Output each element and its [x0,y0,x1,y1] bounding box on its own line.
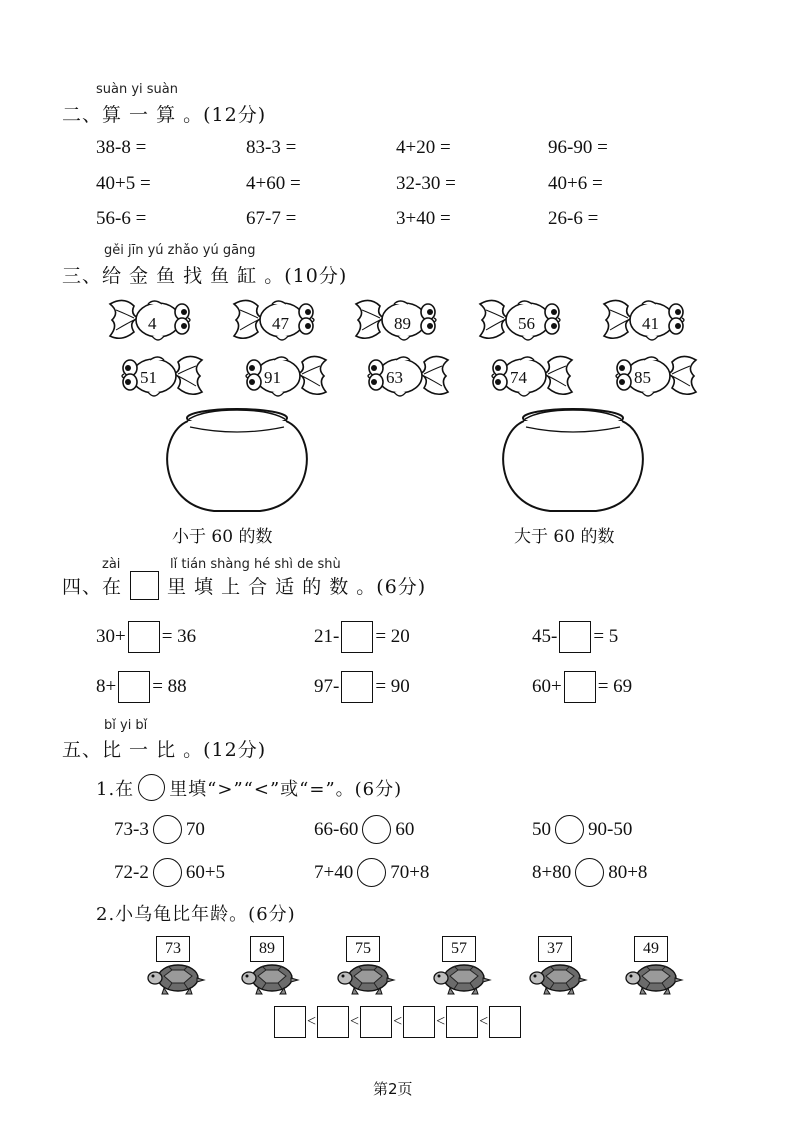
compare-right: 60 [395,818,415,840]
arith-problem: 56-6 = [96,208,147,229]
turtle-age-sign: 57 [442,936,476,962]
turtle-age-sign: 37 [538,936,572,962]
expr-left: 97- [314,676,340,697]
expr-right: = 20 [375,626,410,647]
goldfish-icon[interactable] [236,352,332,404]
answer-box[interactable] [341,621,373,653]
arith-problem: 96-90 = [548,137,608,158]
order-box[interactable] [274,1006,306,1038]
q1-prefix: 1.在 [96,778,135,800]
order-box[interactable] [489,1006,521,1038]
goldfish-icon[interactable] [606,352,702,404]
order-box[interactable] [360,1006,392,1038]
goldfish-number: 47 [272,314,289,333]
section5-pinyin: bǐ yi bǐ [104,718,148,733]
answer-box[interactable] [118,671,150,703]
expr-left: 21- [314,626,340,647]
compare-right: 70+8 [390,861,430,883]
less-than-sign: < [307,1013,317,1030]
turtle-age-sign: 89 [250,936,284,962]
compare-problem [532,815,632,844]
order-box[interactable] [403,1006,435,1038]
expr-left: 30+ [96,626,126,647]
section3-title: 三、给 金 鱼 找 鱼 缸 。(10分) [62,265,348,287]
answer-box[interactable] [341,671,373,703]
arith-problem: 26-6 = [548,208,599,229]
answer-box[interactable] [559,621,591,653]
arith-problem: 32-30 = [396,173,456,194]
arith-problem: 4+20 = [396,137,451,158]
goldfish-icon[interactable] [482,352,578,404]
compare-circle[interactable] [357,858,386,887]
compare-problem [532,858,647,887]
compare-circle[interactable] [575,858,604,887]
arith-problem: 38-8 = [96,137,147,158]
expr-right: = 90 [375,676,410,697]
order-box[interactable] [446,1006,478,1038]
fishbowl-icon [164,405,310,515]
turtle-age-sign: 73 [156,936,190,962]
expr-left: 45- [532,626,558,647]
section3-pinyin: gěi jīn yú zhǎo yú gāng [104,243,256,258]
fishbowl-icon [500,405,646,515]
compare-left: 50 [532,818,551,840]
expr-right: = 36 [161,626,197,647]
section5-q2-title: 2.小乌龟比年龄。(6分) [96,904,296,925]
goldfish-icon[interactable] [112,352,208,404]
arith-problem: 4+60 = [246,173,301,194]
answer-box[interactable] [564,671,596,703]
compare-problem [314,858,429,887]
arith-problem: 67-7 = [246,208,297,229]
less-than-sign: < [393,1013,403,1030]
compare-right: 90-50 [588,818,633,840]
arith-problem: 40+5 = [96,173,151,194]
arith-problem: 83-3 = [246,137,297,158]
goldfish-icon[interactable] [358,352,454,404]
fill-in-problem [314,671,410,703]
goldfish-number: 85 [634,368,651,387]
goldfish-number: 91 [264,368,281,387]
compare-right: 60+5 [185,861,226,883]
fill-in-problem [96,621,196,653]
fishbowl-left [164,405,310,519]
fill-in-problem [532,621,618,653]
fill-in-problem [96,671,187,703]
compare-circle[interactable] [153,815,182,844]
goldfish-number: 4 [148,314,157,333]
goldfish-number: 63 [386,368,403,387]
compare-right: 80+8 [608,861,648,883]
section4-pinyin-a: zài [102,557,121,572]
less-than-sign: < [436,1013,446,1030]
goldfish-number: 74 [510,368,527,387]
compare-left: 73-3 [114,818,149,840]
compare-left: 72-2 [114,861,149,883]
section4-prefix: 四、在 [62,576,123,598]
bowl-left-label: 小于 60 的数 [172,527,273,547]
section2-pinyin: suàn yi suàn [96,82,179,97]
expr-right: = 88 [152,676,187,697]
answer-box[interactable] [128,621,160,653]
compare-left: 66-60 [314,818,359,840]
order-row [274,1006,521,1038]
compare-circle[interactable] [555,815,584,844]
section5-q1-title [96,774,402,801]
goldfish-number: 56 [518,314,535,333]
less-than-sign: < [350,1013,360,1030]
goldfish-number: 41 [642,314,659,333]
section5-title: 五、比 一 比 。(12分) [62,739,267,761]
compare-circle[interactable] [153,858,182,887]
section4-title [62,571,426,600]
page-number: 第2页 [373,1080,413,1098]
goldfish-number: 89 [394,314,411,333]
less-than-sign: < [479,1013,489,1030]
arith-problem: 40+6 = [548,173,603,194]
expr-left: 8+ [96,676,117,697]
turtle-age-sign: 75 [346,936,380,962]
sample-box-icon [130,571,159,600]
fill-in-problem [532,671,632,703]
bowl-right-label: 大于 60 的数 [514,527,615,547]
compare-left: 7+40 [314,861,354,883]
arith-problem: 3+40 = [396,208,451,229]
compare-right: 70 [185,818,205,840]
q1-suffix: 里填“>”“<”或“=”。(6分) [169,778,403,800]
expr-right: = 69 [597,676,633,697]
order-box[interactable] [317,1006,349,1038]
sample-circle-icon [138,774,165,801]
expr-right: = 5 [593,626,619,647]
compare-problem [114,815,205,844]
goldfish-number: 51 [140,368,157,387]
compare-left: 8+80 [532,861,572,883]
fill-in-problem [314,621,410,653]
compare-circle[interactable] [362,815,391,844]
turtle-age-sign: 49 [634,936,668,962]
section4-pinyin-b: lǐ tián shàng hé shì de shù [170,557,341,572]
expr-left: 60+ [532,676,562,697]
compare-problem [314,815,414,844]
compare-problem [114,858,225,887]
section4-suffix: 里 填 上 合 适 的 数 。(6分) [167,576,427,598]
fishbowl-right [500,405,646,519]
section2-title: 二、算 一 算 。(12分) [62,104,267,126]
